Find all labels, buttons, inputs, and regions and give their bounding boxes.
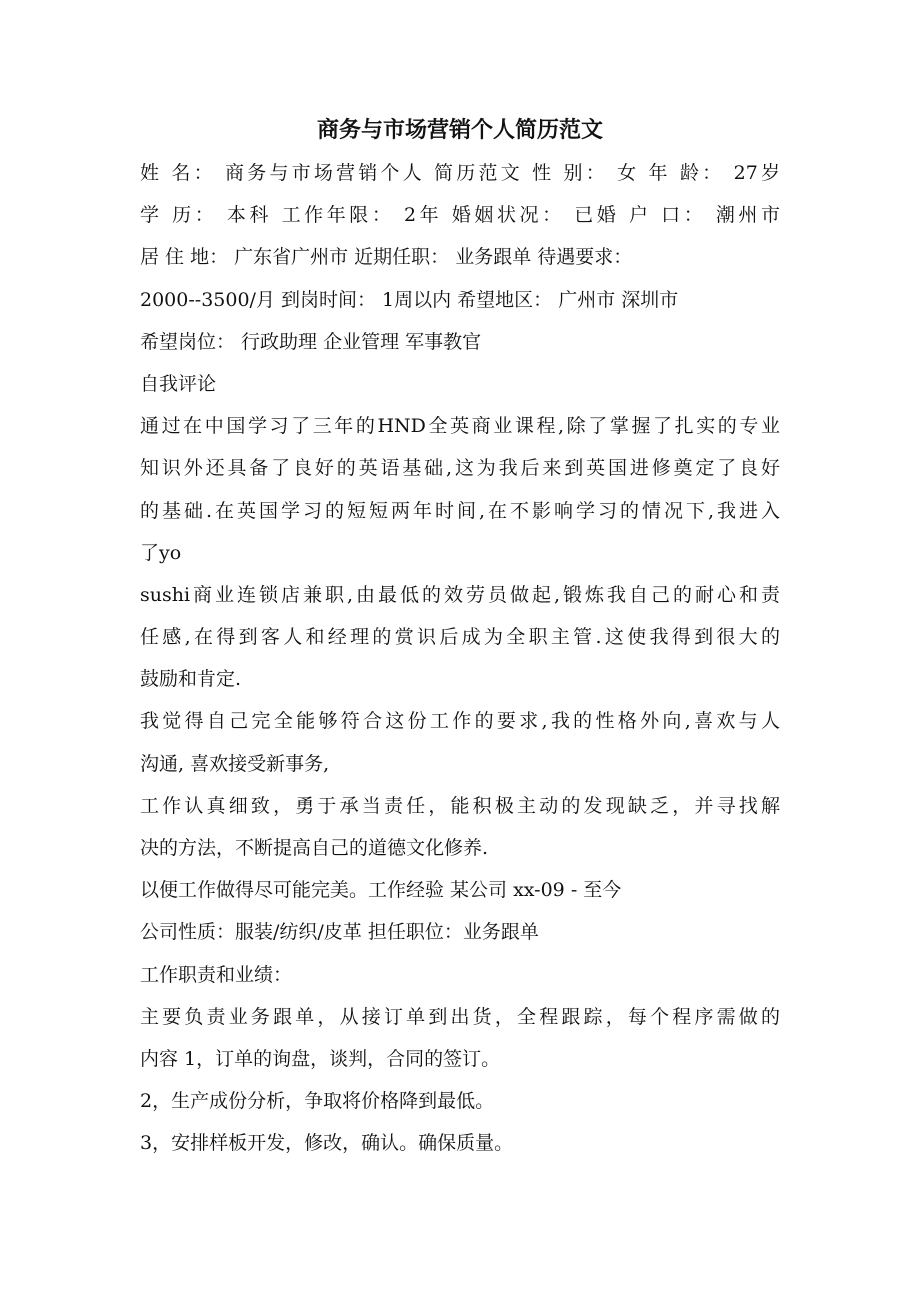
responsibility-item-3: 3，安排样板开发，修改，确认。确保质量。 bbox=[140, 1132, 514, 1155]
paragraph-line: 知识外还具备了良好的英语基础,这为我后来到英国进修奠定了良好 bbox=[140, 457, 780, 480]
work-experience-line: 以便工作做得尽可能完美。工作经验 某公司 xx-09 - 至今 bbox=[140, 879, 622, 902]
profile-line-desired-position: 希望岗位： 行政助理 企业管理 军事教官 bbox=[140, 330, 482, 353]
paragraph-line: 通过在中国学习了三年的HND全英商业课程,除了掌握了扎实的专业 bbox=[140, 415, 780, 438]
responsibility-item-2: 2，生产成份分析，争取将价格降到最低。 bbox=[140, 1090, 495, 1113]
profile-line-name-gender-age: 姓 名： 商务与市场营销个人 简历范文 性 别： 女 年 龄： 27岁 bbox=[140, 162, 780, 184]
paragraph-line: 工作认真细致，勇于承当责任，能积极主动的发现缺乏，并寻找解 bbox=[140, 794, 780, 817]
paragraph-line: 沟通, 喜欢接受新事务, bbox=[140, 752, 330, 775]
paragraph-line: 的基础.在英国学习的短短两年时间,在不影响学习的情况下,我进入 bbox=[140, 499, 780, 522]
document-body bbox=[140, 152, 780, 1165]
company-nature-line: 公司性质：服装/纺织/皮革 担任职位：业务跟单 bbox=[140, 921, 539, 944]
profile-line-education: 学 历： 本科 工作年限： 2年 婚姻状况： 已婚 户 口： 潮州市 bbox=[140, 204, 780, 227]
responsibility-line: 主要负责业务跟单，从接订单到出货，全程跟踪，每个程序需做的 bbox=[140, 1005, 780, 1028]
profile-line-salary: 2000--3500/月 到岗时间： 1周以内 希望地区： 广州市 深圳市 bbox=[140, 288, 679, 311]
paragraph-line: 鼓励和肯定. bbox=[140, 668, 242, 691]
paragraph-line: 我觉得自己完全能够符合这份工作的要求,我的性格外向,喜欢与人 bbox=[140, 710, 780, 733]
section-heading-self-evaluation: 自我评论 bbox=[140, 372, 217, 395]
profile-line-residence: 居 住 地： 广东省广州市 近期任职： 业务跟单 待遇要求： bbox=[140, 246, 633, 269]
section-heading-responsibilities: 工作职责和业绩： bbox=[140, 963, 293, 986]
paragraph-line: 决的方法，不断提高自己的道德文化修养. bbox=[140, 837, 489, 859]
paragraph-line: 了yo bbox=[140, 541, 182, 564]
responsibility-item-1: 内容 1，订单的询盘，谈判，合同的签订。 bbox=[140, 1047, 501, 1070]
paragraph-line: sushi商业连锁店兼职,由最低的效劳员做起,锻炼我自己的耐心和责 bbox=[140, 583, 780, 606]
paragraph-line: 任感,在得到客人和经理的赏识后成为全职主管.这使我得到很大的 bbox=[140, 626, 780, 649]
document-title: 商务与市场营销个人简历范文 bbox=[316, 117, 603, 143]
